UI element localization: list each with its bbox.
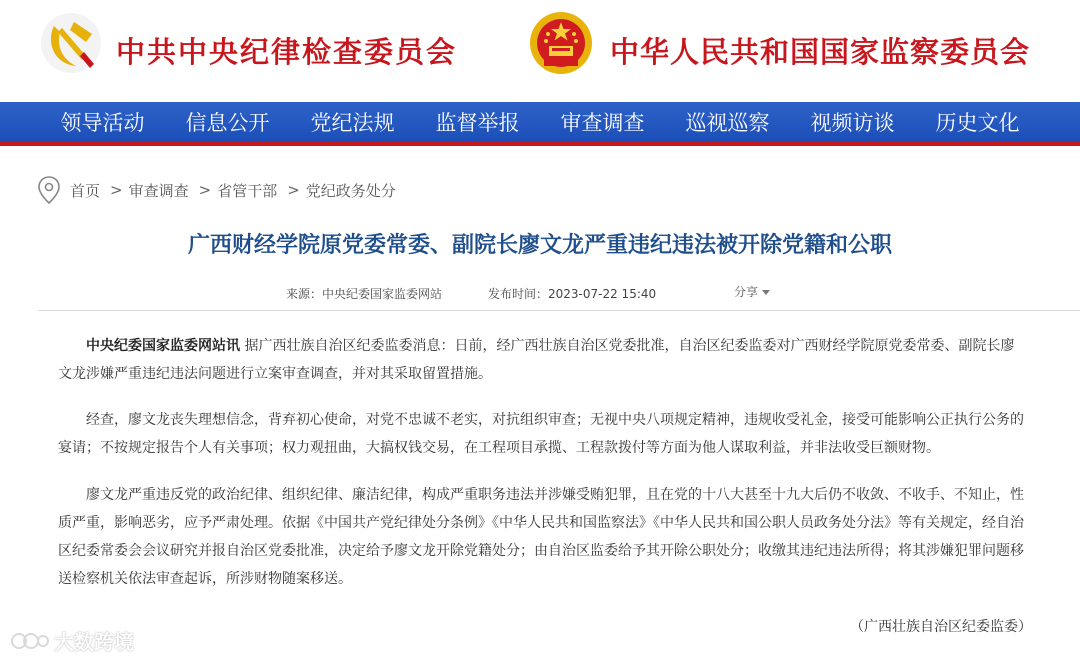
breadcrumb-home[interactable]: 首页 (70, 181, 101, 200)
breadcrumb (38, 176, 396, 204)
article-source: 来源：中央纪委国家监委网站 (286, 287, 443, 301)
location-pin-icon (38, 176, 60, 204)
article-paragraph: 经查，廖文龙丧失理想信念，背弃初心使命，对党不忠诚不老实，对抗组织审查；无视中央八项规定精神，违规收受礼金，接受可能影响公正执行公务的宴请；不按规定报告个人有关事项；权力观扭曲，大搞权钱交易，在工程项目承揽、工程款拨付等方面为他人谋取利益，并非法收受巨额财物。 (58, 412, 1024, 456)
share-button[interactable] (734, 283, 770, 300)
article-lead: 中央纪委国家监委网站讯 (86, 338, 240, 354)
watermark-logo-icon (10, 628, 50, 654)
breadcrumb-separator: > (110, 181, 123, 199)
breadcrumb-provincial-cadres[interactable]: 省管干部 (217, 181, 278, 200)
article-paragraph-text: 据广西壮族自治区纪委监委消息：日前，经广西壮族自治区党委批准，自治区纪委监委对广西财经学院原党委常委、副院长廖文龙涉嫌严重违纪违法问题进行立案审查调查，并对其采取留置措施。 (58, 338, 1015, 382)
breadcrumb-investigation[interactable]: 审查调查 (128, 181, 189, 200)
share-label: 分享 (734, 285, 759, 299)
main-nav (0, 102, 1080, 146)
nav-item-video[interactable]: 视频访谈 (810, 111, 895, 135)
site-title-nsc[interactable]: 中华人民共和国国家监察委员会 (610, 35, 1031, 69)
nav-item-disclosure[interactable]: 信息公开 (185, 111, 270, 135)
site-title-ccdi[interactable]: 中共中央纪律检查委员会 (116, 35, 458, 69)
divider (38, 310, 1080, 311)
national-emblem-icon[interactable] (528, 10, 594, 76)
breadcrumb-sanctions[interactable]: 党纪政务处分 (305, 181, 396, 200)
site-header (0, 0, 1080, 102)
breadcrumb-separator: > (198, 181, 212, 199)
watermark-text: 大数跨境 (54, 630, 134, 654)
watermark (10, 626, 134, 655)
hammer-sickle-emblem-icon[interactable] (40, 12, 102, 74)
article-paragraph: 廖文龙严重违反党的政治纪律、组织纪律、廉洁纪律，构成严重职务违法并涉嫌受贿犯罪，且在党的十八大甚至十九大后仍不收敛、不收手、不知止，性质严重，影响恶劣，应予严肃处理。依据《中国共产党纪律处分条例》《中华人民共和国监察法》《中华人民共和国公职人员政务处分法》等有关规定，经自治区纪委常委会会议研究并报自治区党委批准，决定给予廖文龙开除党籍处分；由自治区监委给予其开除公职处分；收缴其违纪违法所得；将其涉嫌犯罪问题移送检察机关依法审查起诉，所涉财物随案移送。 (58, 487, 1024, 587)
chevron-down-icon (762, 290, 770, 295)
nav-item-reporting[interactable]: 监督举报 (435, 111, 520, 135)
nav-item-investigation[interactable]: 审查调查 (560, 111, 645, 135)
nav-item-history[interactable]: 历史文化 (935, 111, 1020, 135)
nav-item-inspection[interactable]: 巡视巡察 (685, 111, 770, 135)
article-signoff: （广西壮族自治区纪委监委） (850, 619, 1032, 635)
nav-item-regulations[interactable]: 党纪法规 (310, 111, 395, 135)
nav-item-leadership[interactable]: 领导活动 (60, 111, 145, 135)
article-paragraph (58, 332, 1028, 388)
article-date: 发布时间：2023-07-22 15:40 (488, 287, 657, 301)
article-title: 广西财经学院原党委常委、副院长廖文龙严重违纪违法被开除党籍和公职 (187, 233, 892, 258)
breadcrumb-separator: > (287, 181, 300, 199)
